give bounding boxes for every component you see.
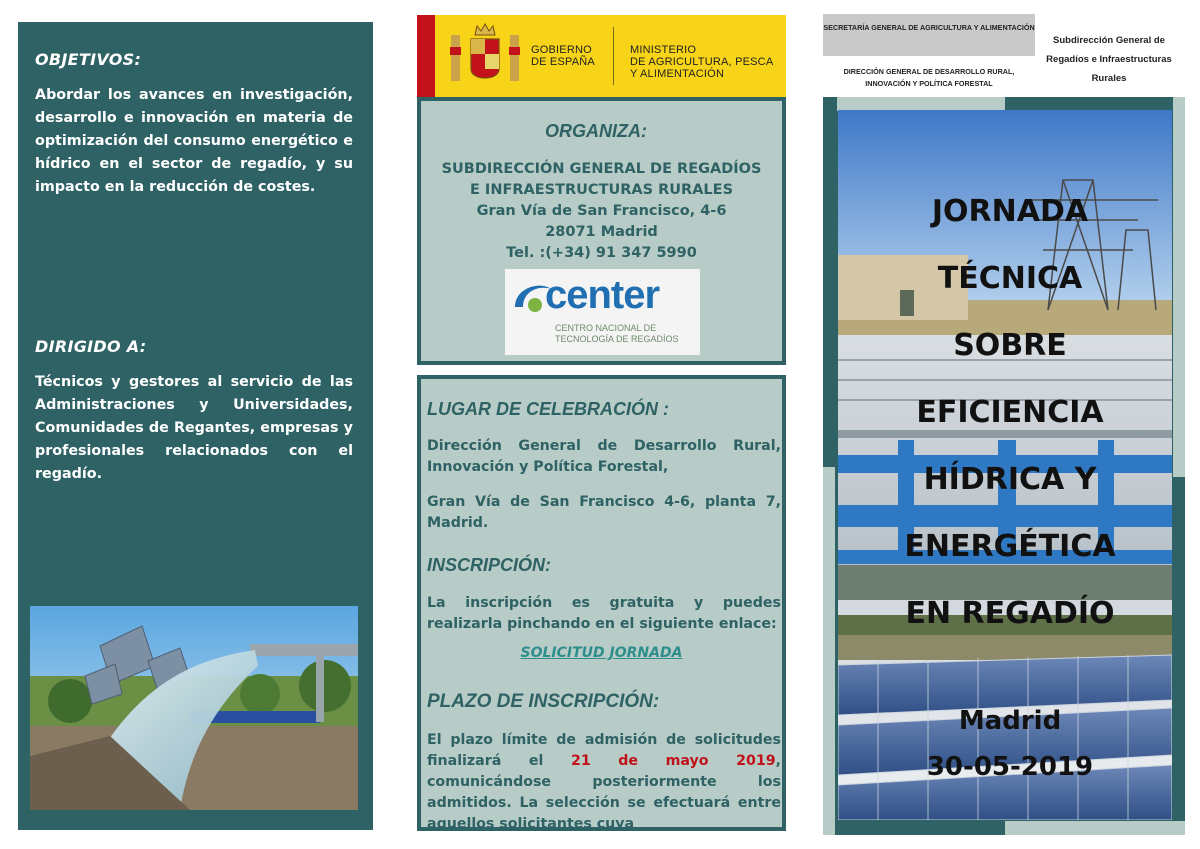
frame-accent-left xyxy=(823,467,835,835)
coat-of-arms-icon xyxy=(447,21,523,91)
solicitud-jornada-link[interactable]: SOLICITUD JORNADA xyxy=(520,645,683,661)
organiza-phone: Tel. :(+34) 91 347 5990 xyxy=(506,245,697,261)
organiza-address xyxy=(421,159,782,264)
plazo-heading: PLAZO DE INSCRIPCIÓN: xyxy=(427,691,660,712)
gobierno-line1: GOBIERNO xyxy=(531,44,592,56)
lugar-text-2: Gran Vía de San Francisco 4-6, planta 7, Madrid. xyxy=(427,494,781,531)
logo-divider xyxy=(613,27,614,85)
ministerio-line2: DE AGRICULTURA, PESCA xyxy=(630,56,774,68)
organiza-heading: ORGANIZA: xyxy=(545,121,647,141)
cover-title-line: TÉCNICA xyxy=(937,261,1083,296)
cover-title-line: HÍDRICA Y xyxy=(923,462,1097,497)
organiza-line: E INFRAESTRUCTURAS RURALES xyxy=(469,182,734,198)
direccion-general-text: DIRECCIÓN GENERAL DE DESARROLLO RURAL, INNOVACIÓN Y POLÍTICA FORESTAL xyxy=(843,67,1015,88)
organiza-box xyxy=(417,97,786,365)
ministerio-text xyxy=(630,44,773,80)
objetivos-text: Abordar los avances en investigación, desarrollo e innovación en materia de optimización del consumo energético e hídrico en el sector de regadío, y su impacto en la reducción de costes. xyxy=(35,87,353,195)
center-subtitle xyxy=(555,323,679,345)
organiza-line: 28071 Madrid xyxy=(545,224,658,240)
plazo-text-start: El plazo límite de admisión de solicitudes finalizará el xyxy=(427,732,781,769)
center-logo xyxy=(505,269,700,355)
ministerio-line3: Y ALIMENTACIÓN xyxy=(630,68,725,80)
subdireccion-text: Subdirección General de Regadíos e Infraestructuras Rurales xyxy=(1046,35,1172,84)
plazo-deadline-date: 21 de mayo 2019 xyxy=(570,753,776,769)
lugar-heading: LUGAR DE CELEBRACIÓN : xyxy=(427,399,669,419)
cover-title xyxy=(838,178,1182,647)
lugar-text-1: Dirección General de Desarrollo Rural, Innovación y Política Forestal, xyxy=(427,438,781,475)
objetivos-panel xyxy=(18,22,373,830)
water-pump-photo xyxy=(30,606,358,810)
cover-place-date xyxy=(838,698,1182,790)
cover-city: Madrid xyxy=(958,706,1062,736)
inscripcion-heading: INSCRIPCIÓN: xyxy=(427,555,552,575)
ministerio-line1: MINISTERIO xyxy=(630,44,697,56)
cover-title-line: ENERGÉTICA xyxy=(904,529,1116,564)
gobierno-text xyxy=(531,44,595,68)
organiza-line: Gran Vía de San Francisco, 4-6 xyxy=(476,203,727,219)
lugar-box xyxy=(417,375,786,831)
objetivos-heading: OBJETIVOS: xyxy=(35,50,142,69)
inscripcion-text: La inscripción es gratuita y puedes realizarla pinchando en el siguiente enlace: xyxy=(427,595,781,632)
cover-title-line: EN REGADÍO xyxy=(905,596,1115,631)
frame-accent-bottom xyxy=(1005,821,1185,835)
dirigido-text: Técnicos y gestores al servicio de las Administraciones y Universidades, Comunidades de Regantes, empresas y profesionales relacionados con el regadío. xyxy=(35,374,353,482)
organiza-line: SUBDIRECCIÓN GENERAL DE REGADÍOS xyxy=(441,161,762,177)
center-sub2: TECNOLOGÍA DE REGADÍOS xyxy=(555,334,679,344)
cover-title-line: SOBRE xyxy=(953,328,1067,363)
gov-red-stripe xyxy=(417,15,435,97)
gobierno-espana-logo xyxy=(417,15,786,97)
cover-title-line: EFICIENCIA xyxy=(916,395,1104,430)
cover-date: 30-05-2019 xyxy=(926,752,1094,782)
plazo-text xyxy=(427,730,781,835)
gobierno-line2: DE ESPAÑA xyxy=(531,56,595,68)
dirigido-heading: DIRIGIDO A: xyxy=(35,337,147,356)
secretaria-box: SECRETARÍA GENERAL DE AGRICULTURA Y ALIMENTACIÓN xyxy=(823,14,1035,56)
cover-title-line: JORNADA xyxy=(931,194,1089,229)
frame-accent-top xyxy=(837,97,1005,111)
plazo-text-end: , comunicándose posteriormente los admitidos. La selección se efectuará entre aquellos solicitantes cuya xyxy=(427,753,781,832)
center-sub1: CENTRO NACIONAL DE xyxy=(555,323,657,333)
center-wordmark: center xyxy=(545,273,660,317)
